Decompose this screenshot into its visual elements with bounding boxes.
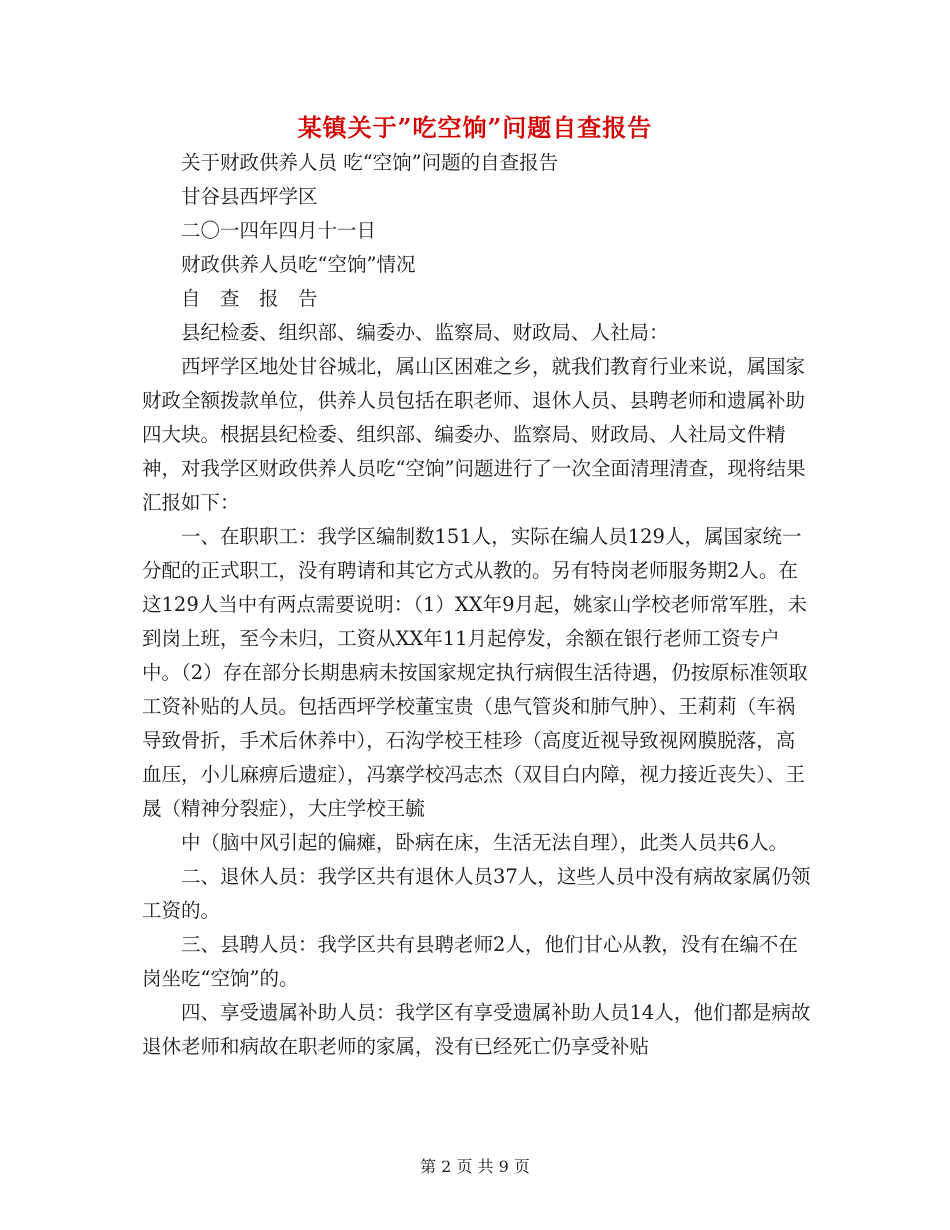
issuer-line: 甘谷县西坪学区 xyxy=(181,185,318,208)
document-title: 某镇关于”吃空饷”问题自查报告 xyxy=(297,113,653,142)
document-body xyxy=(142,146,812,1064)
report-heading-line: 财政供养人员吃“空饷”情况 xyxy=(181,253,416,276)
date-line: 二〇一四年四月十一日 xyxy=(181,219,377,242)
section-2-paragraph: 二、退休人员：我学区共有退休人员37人，这些人员中没有病故家属仍领工资的。 xyxy=(142,865,811,922)
page-number: 第 2 页 共 9 页 xyxy=(420,1157,530,1176)
self-check-heading: 自 查 报 告 xyxy=(181,287,318,310)
intro-paragraph: 西坪学区地处甘谷城北，属山区困难之乡，就我们教育行业来说，属国家财政全额拨款单位，供养人员包括在职老师、退休人员、县聘老师和遗属补助四大块。根据县纪检委、组织部、编委办、监察局、财政局、人社局文件精神，对我学区财政供养人员吃“空饷”问题进行了一次全面清理清查，现将结果汇报如下： xyxy=(142,355,806,514)
section-3-paragraph: 三、县聘人员：我学区共有县聘老师2人，他们甘心从教，没有在编不在岗坐吃“空饷”的。 xyxy=(142,933,798,990)
section-1-continued: 中（脑中风引起的偏瘫，卧病在床，生活无法自理），此类人员共6人。 xyxy=(181,831,789,854)
section-4-paragraph: 四、享受遗属补助人员：我学区有享受遗属补助人员14人，他们都是病故退休老师和病故在职老师的家属，没有已经死亡仍享受补贴 xyxy=(142,1001,811,1058)
report-subject-line: 关于财政供养人员 吃“空饷”问题的自查报告 xyxy=(181,151,559,174)
section-1-paragraph: 一、在职职工：我学区编制数151人，实际在编人员129人，属国家统一分配的正式职工，没有聘请和其它方式从教的。另有特岗老师服务期2人。在这129人当中有两点需要说明：（1）XX年9月起，姚家山学校老师常军胜，未到岗上班，至今未归，工资从XX年11月起停发，余额在银行老师工资专户中。（2）存在部分长期患病未按国家规定执行病假生活待遇，仍按原标准领取工资补贴的人员。包括西坪学校董宝贵（患气管炎和肺气肿）、王莉莉（车祸导致骨折，手术后休养中），石沟学校王桂珍（高度近视导致视网膜脱落，高血压，小儿麻痹后遗症），冯寨学校冯志杰（双目白内障，视力接近丧失）、王晟（精神分裂症），大庄学校王毓 xyxy=(142,525,808,820)
addressee-line: 县纪检委、组织部、编委办、监察局、财政局、人社局： xyxy=(181,321,669,344)
